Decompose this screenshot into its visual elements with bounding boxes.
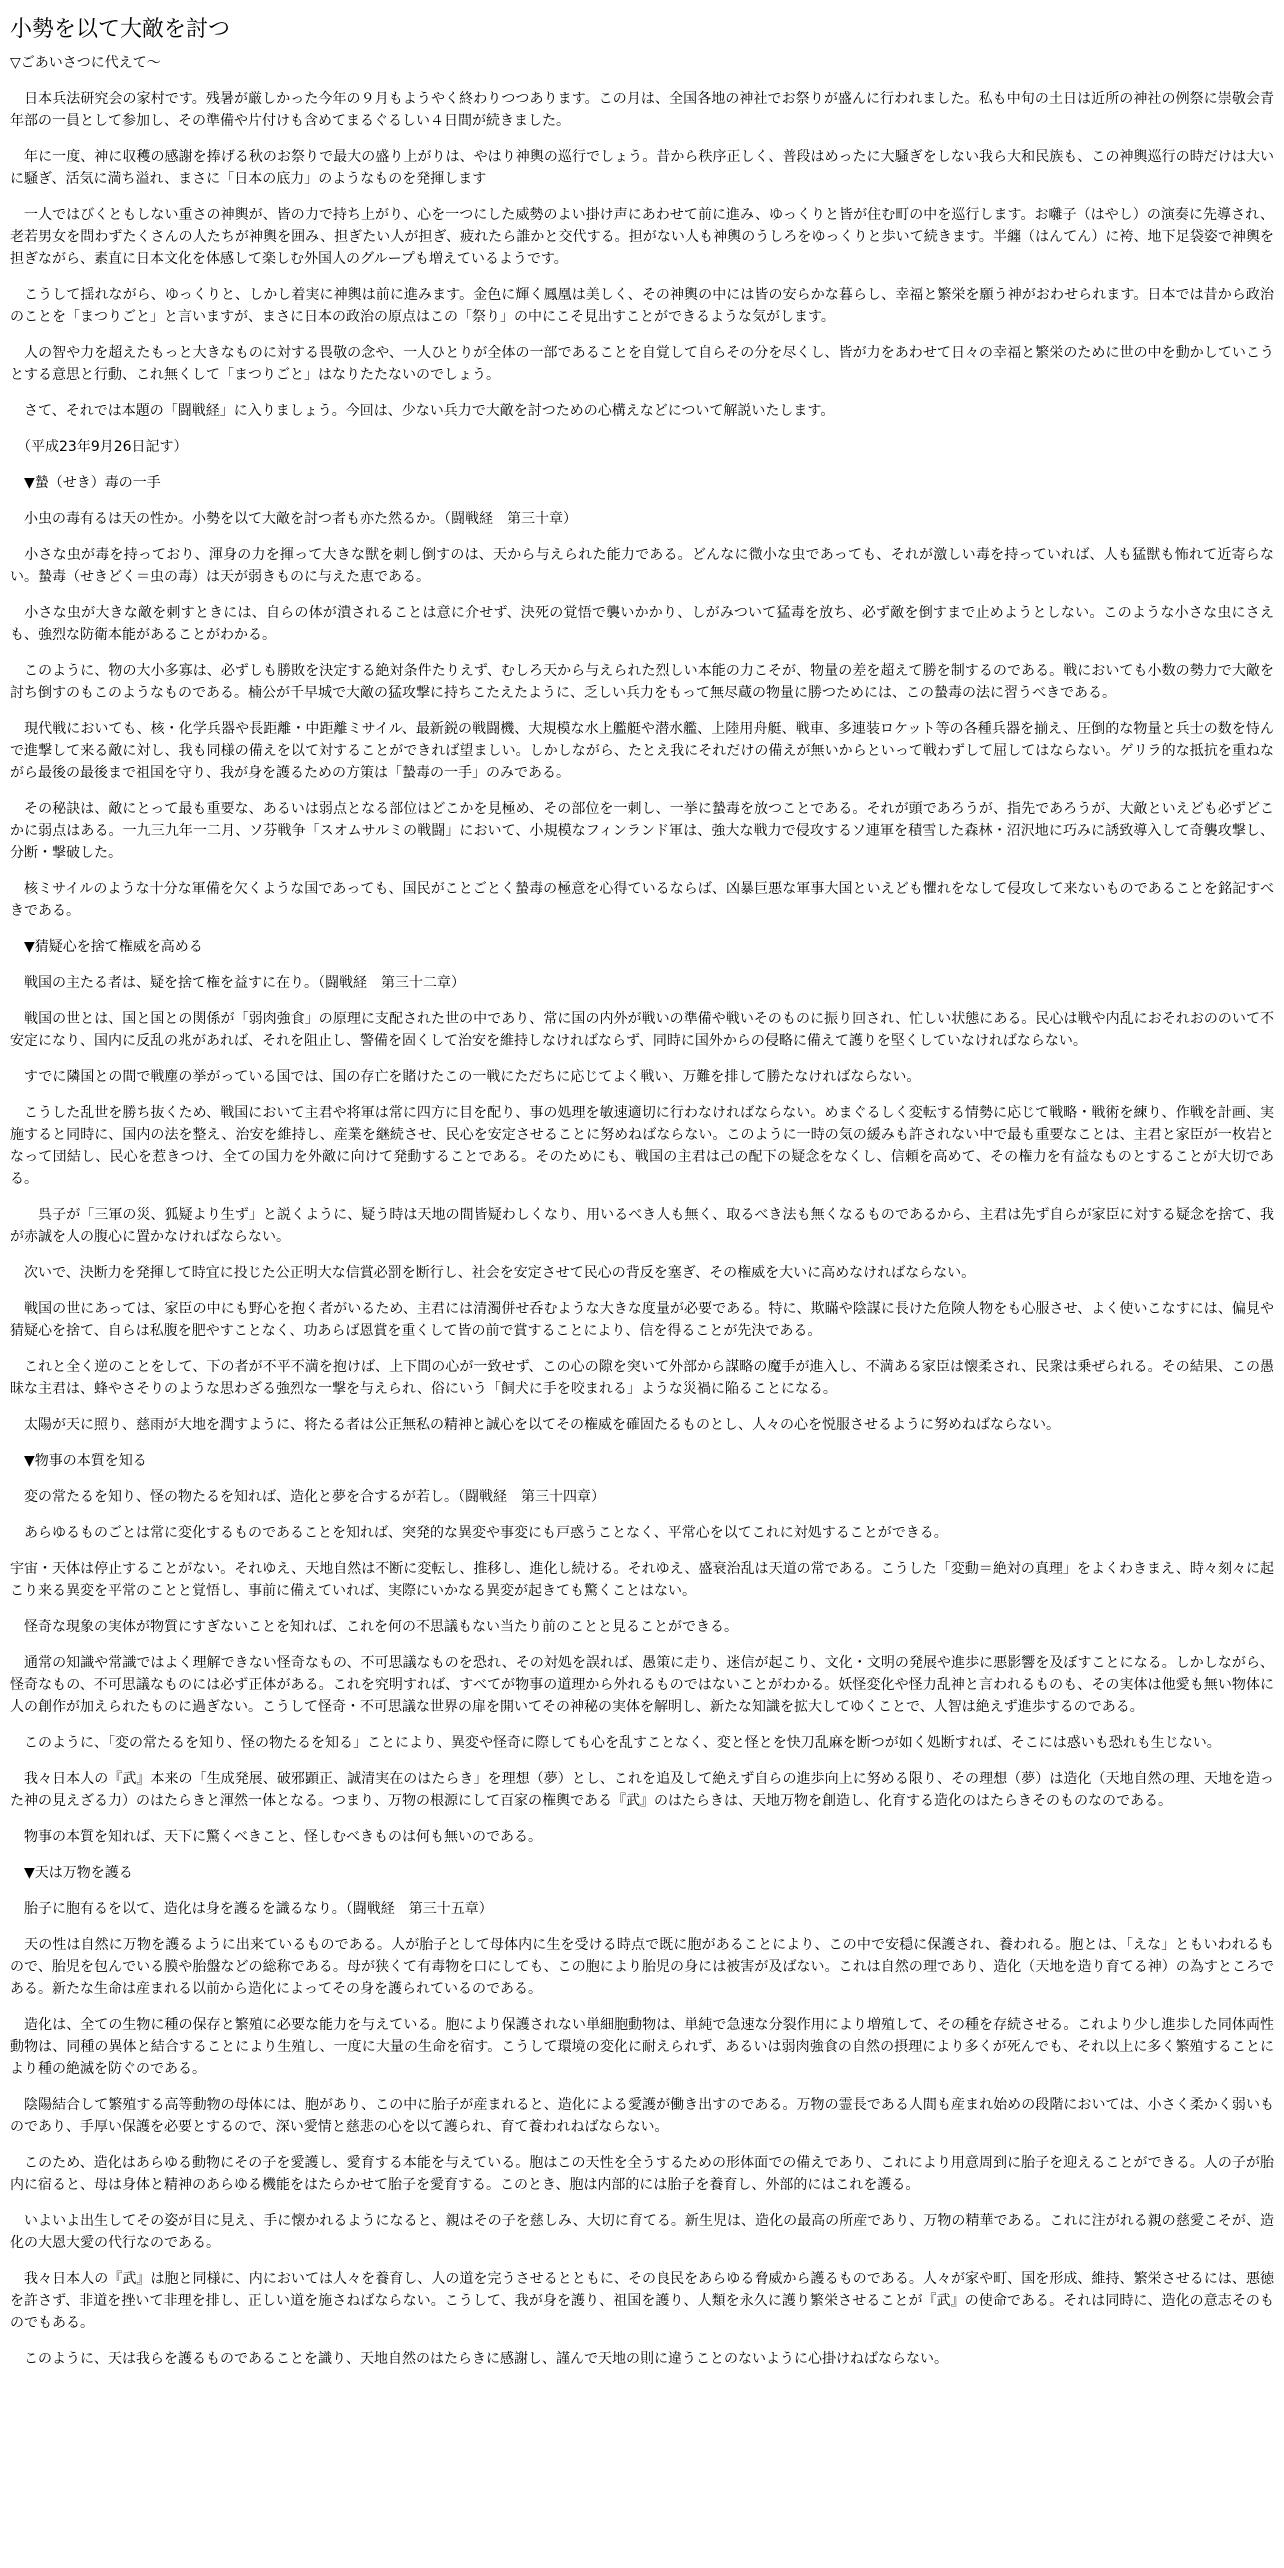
paragraph: これと全く逆のことをして、下の者が不平不満を抱けば、上下間の心が一致せず、この心の隙を突いて外部から謀略の魔手が進入し、不満ある家臣は懐柔され、民衆は乗ぜられる。その結果、この愚昧な主君は、蜂やさそりのような思わざる強烈な一撃を与えられ、俗にいう「飼犬に手を咬まれる」ような災禍に陥ることになる。 [10, 1359, 1274, 1397]
paragraph: 呉子が「三軍の災、狐疑より生ず」と説くように、疑う時は天地の間皆疑わしくなり、用いるべき人も無く、取るべき法も無くなるものであるから、主君は先ず自らが家臣に対する疑念を捨て、我が赤誠を人の腹心に置かなければならない。 [10, 1207, 1274, 1245]
page-title: 小勢を以て大敵を討つ [10, 17, 231, 42]
paragraph: 太陽が天に照り、慈雨が大地を潤すように、将たる者は公正無私の精神と誠心を以てその権威を確固たるものとし、人々の心を悦服させるように努めねばならない。 [10, 1417, 1060, 1433]
paragraph: 我々日本人の『武』は胞と同様に、内においては人々を養育し、人の道を完うさせるとともに、その良民をあらゆる脅威から護るものである。人々が家や町、国を形成、維持、繁栄させるには、悪徳を許さず、非道を挫いて非理を排し、正しい道を施さねばならない。こうして、我が身を護り、祖国を護り、人類を永久に護り繁栄させることが『武』の使命である。それは同時に、造化の意志そのものでもある。 [10, 2271, 1274, 2331]
paragraph: 人の智や力を超えたもっと大きなものに対する畏敬の念や、一人ひとりが全体の一部であることを自覚して自らその分を尽くし、皆が力をあわせて日々の幸福と繁栄のために世の中を動かしていこうとする意思と行動、これ無くして「まつりごと」はなりたたないのでしょう。 [10, 345, 1274, 383]
paragraph: 通常の知識や常識ではよく理解できない怪奇なもの、不可思議なものを恐れ、その対処を誤れば、愚策に走り、迷信が起こり、文化・文明の発展や進歩に悪影響を及ぼすことになる。しかしながら、怪奇なもの、不可思議なものには必ず正体がある。これを究明すれば、すべてが物事の道理から外れるものではないことがわかる。妖怪変化や怪力乱神と言われるものも、その実体は他愛も無い物体に人の創作が加えられたものに過ぎない。こうして怪奇・不可思議な世界の扉を開いてその神秘の実体を解明し、新たな知識を拡大してゆくことで、人智は絶えず進歩するのである。 [10, 1655, 1274, 1715]
greeting-heading: ▽ごあいさつに代えて～ [10, 55, 161, 71]
paragraph: さて、それでは本題の「闘戦経」に入りましょう。今回は、少ない兵力で大敵を討つための心構えなどについて解説いたします。 [10, 403, 835, 419]
paragraph: 我々日本人の『武』本来の「生成発展、破邪顕正、誠清実在のはたらき」を理想（夢）とし、これを追及して絶えず自らの進歩向上に努める限り、その理想（夢）は造化（天地自然の理、天地を造った神の見えざる力）のはたらきと渾然一体となる。つまり、万物の根源にして百家の権輿である『武』のはたらきは、天地万物を創造し、化育する造化のはたらきそのものなのである。 [10, 1771, 1274, 1809]
paragraph: 現代戦においても、核・化学兵器や長距離・中距離ミサイル、最新鋭の戦闘機、大規模な水上艦艇や潜水艦、上陸用舟艇、戦車、多連装ロケット等の各種兵器を揃え、圧倒的な物量と兵士の数を恃んで進撃して来る敵に対し、我も同様の備えを以て対することができれば望ましい。しかしながら、たとえ我にそれだけの備えが無いからといって戦わずして屈してはならない。ゲリラ的な抵抗を重ねながら最後の最後まで祖国を守り、我が身を護るための方策は「蟄毒の一手」のみである。 [10, 721, 1274, 781]
paragraph: 怪奇な現象の実体が物質にすぎないことを知れば、これを何の不思議もない当たり前のことと見ることができる。 [10, 1619, 738, 1635]
paragraph: 小虫の毒有るは天の性か。小勢を以て大敵を討つ者も亦た然るか。（闘戦経 第三十章） [10, 511, 577, 527]
paragraph: 戦国の主たる者は、疑を捨て権を益すに在り。（闘戦経 第三十二章） [10, 975, 465, 991]
paragraph: 年に一度、神に収穫の感謝を捧げる秋のお祭りで最大の盛り上がりは、やはり神輿の巡行でしょう。昔から秩序正しく、普段はめったに大騒ぎをしない我ら大和民族も、この神輿巡行の時だけは大いに騒ぎ、活気に満ち溢れ、まさに「日本の底力」のようなものを発揮します [10, 149, 1274, 187]
paragraph: 胎子に胞有るを以て、造化は身を護るを識るなり。（闘戦経 第三十五章） [10, 1901, 493, 1917]
paragraph: このように、「変の常たるを知り、怪の物たるを知る」ことにより、異変や怪奇に際しても心を乱すことなく、変と怪とを快刀乱麻を断つが如く処断すれば、そこには惑いも恐れも生じない。 [10, 1735, 1221, 1751]
paragraph: 戦国の世とは、国と国との関係が「弱肉強食」の原理に支配された世の中であり、常に国の内外が戦いの準備や戦いそのものに振り回され、忙しい状態にある。民心は戦や内乱におそれおののいて不安定になり、国内に反乱の兆があれば、それを阻止し、警備を固くして治安を維持しなければならず、同時に国外からの侵略に備えて護りを堅くしていなければならない。 [10, 1011, 1274, 1049]
paragraph: 日本兵法研究会の家村です。残暑が厳しかった今年の９月もようやく終わりつつあります。この月は、全国各地の神社でお祭りが盛んに行われました。私も中旬の土日は近所の神社の例祭に崇敬会青年部の一員として参加し、その準備や片付けも含めてまるぐるしい４日間が続きました。 [10, 91, 1274, 129]
paragraph: 宇宙・天体は停止することがない。それゆえ、天地自然は不断に変転し、推移し、進化し続ける。それゆえ、盛衰治乱は天道の常である。こうした「変動＝絶対の真理」をよくわきまえ、時々刻々に起こり来る異変を平常のことと覚悟し、事前に備えていれば、実際にいかなる異変が起きても驚くことはない。 [10, 1561, 1274, 1599]
paragraph: このように、物の大小多寡は、必ずしも勝敗を決定する絶対条件たりえず、むしろ天から与えられた烈しい本能の力こそが、物量の差を超えて勝を制するのである。戦においても小数の勢力で大敵を討ち倒すのもこのようなものである。楠公が千早城で大敵の猛攻撃に持ちこたえたように、乏しい兵力をもって無尽蔵の物量に勝つためには、この蟄毒の法に習うべきである。 [10, 663, 1274, 701]
paragraph: こうして揺れながら、ゆっくりと、しかし着実に神輿は前に進みます。金色に輝く鳳凰は美しく、その神輿の中には皆の安らかな暮らし、幸福と繁栄を願う神がおわせられます。日本では昔から政治のことを「まつりごと」と言いますが、まさに日本の政治の原点はこの「祭り」の中にこそ見出すことができるような気がします。 [10, 287, 1274, 325]
paragraph: 物事の本質を知れば、天下に驚くべきこと、怪しむべきものは何も無いのである。 [10, 1829, 542, 1845]
paragraph: こうした乱世を勝ち抜くため、戦国において主君や将軍は常に四方に目を配り、事の処理を敏速適切に行わなければならない。めまぐるしく変転する情勢に応じて戦略・戦術を練り、作戦を計画、実施すると同時に、国内の法を整え、治安を維持し、産業を継続させ、民心を安定させることに努めねばならない。このように一時の気の緩みも許されない中で最も重要なことは、主君と家臣が一枚岩となって団結し、民心を惹きつけ、全ての国力を外敵に向けて発動することである。そのためにも、戦国の主君は己の配下の疑念をなくし、信頼を高めて、その権力を有益なものとすることが大切である。 [10, 1105, 1274, 1187]
paragraph: ▼猜疑心を捨て権威を高める [10, 939, 203, 955]
paragraph: すでに隣国との間で戦塵の挙がっている国では、国の存亡を賭けたこの一戦にただちに応じてよく戦い、万難を排して勝たなければならない。 [10, 1069, 921, 1085]
paragraph: ▼蟄（せき）毒の一手 [10, 475, 161, 491]
paragraph: 小さな虫が大きな敵を刺すときには、自らの体が潰されることは意に介せず、決死の覚悟で襲いかかり、しがみついて猛毒を放ち、必ず敵を倒すまで止めようとしない。このような小さな虫にさえも、強烈な防衛本能があることがわかる。 [10, 605, 1274, 643]
paragraph: （平成23年9月26日記す） [10, 439, 188, 455]
paragraph: 戦国の世にあっては、家臣の中にも野心を抱く者がいるため、主君には清濁併せ呑むような大きな度量が必要である。特に、欺瞞や陰謀に長けた危険人物をも心服させ、よく使いこなすには、偏見や猜疑心を捨て、自らは私腹を肥やすことなく、功あらば恩賞を重くして皆の前で賞することにより、信を得ることが先決である。 [10, 1301, 1274, 1339]
paragraph: 造化は、全ての生物に種の保存と繁殖に必要な能力を与えている。胞により保護されない単細胞動物は、単純で急速な分裂作用により増殖して、その種を存続させる。これより少し進歩した同体両性動物は、同種の異体と結合することにより生殖し、一度に大量の生命を宿す。こうして環境の変化に耐えられず、あるいは弱肉強食の自然の摂理により多くが死んでも、それ以上に多く繁殖することにより種の絶滅を防ぐのである。 [10, 2017, 1274, 2077]
paragraph: ▼天は万物を護る [10, 1865, 133, 1881]
paragraph: その秘訣は、敵にとって最も重要な、あるいは弱点となる部位はどこかを見極め、その部位を一刺し、一挙に蟄毒を放つことである。それが頭であろうが、指先であろうが、大敵といえども必ずどこかに弱点はある。一九三九年一二月、ソ芬戦争「スオムサルミの戦闘」において、小規模なフィンランド軍は、強大な戦力で侵攻するソ連軍を積雪した森林・沼沢地に巧みに誘致導入して奇襲攻撃し、分断・撃破した。 [10, 801, 1274, 861]
paragraph: 天の性は自然に万物を護るように出来ているものである。人が胎子として母体内に生を受ける時点で既に胞があることにより、この中で安穏に保護され、養われる。胞とは、「えな」ともいわれるもので、胎児を包んでいる膜や胎盤などの総称である。母が狭くて有毒物を口にしても、この胞により胎児の身には被害が及ばない。これは自然の理であり、造化（天地を造り育てる神）の為すところである。新たな生命は産まれる以前から造化によってその身を護られているのである。 [10, 1937, 1274, 1997]
paragraph: 一人ではびくともしない重さの神輿が、皆の力で持ち上がり、心を一つにした威勢のよい掛け声にあわせて前に進み、ゆっくりと皆が住む町の中を巡行します。お囃子（はやし）の演奏に先導され、老若男女を問わずたくさんの人たちが神輿を囲み、担ぎたい人が担ぎ、疲れたら誰かと交代する。担がない人も神輿のうしろをゆっくりと歩いて続きます。半纏（はんてん）に袴、地下足袋姿で神輿を担ぎながら、素直に日本文化を体感して楽しむ外国人のグループも増えているようです。 [10, 207, 1274, 267]
paragraph: 次いで、決断力を発揮して時宜に投じた公正明大な信賞必罰を断行し、社会を安定させて民心の背反を塞ぎ、その権威を大いに高めなければならない。 [10, 1265, 976, 1281]
article-body [10, 52, 1274, 2370]
paragraph: 核ミサイルのような十分な軍備を欠くような国であっても、国民がことごとく蟄毒の極意を心得ているならば、凶暴巨悪な軍事大国といえども懼れをなして侵攻して来ないものであることを銘記すべきである。 [10, 881, 1274, 919]
paragraph: 陰陽結合して繁殖する高等動物の母体には、胞があり、この中に胎子が産まれると、造化による愛護が働き出すのである。万物の霊長である人間も産まれ始めの段階においては、小さく柔かく弱いものであり、手厚い保護を必要とするので、深い愛情と慈悲の心を以て護られ、育て養われねばならない。 [10, 2097, 1274, 2135]
paragraph: 変の常たるを知り、怪の物たるを知れば、造化と夢を合するが若し。（闘戦経 第三十四章） [10, 1489, 605, 1505]
paragraph: いよいよ出生してその姿が目に見え、手に懐かれるようになると、親はその子を慈しみ、大切に育てる。新生児は、造化の最高の所産であり、万物の精華である。これに注がれる親の慈愛こそが、造化の大恩大愛の代行なのである。 [10, 2213, 1274, 2251]
paragraph: ▼物事の本質を知る [10, 1453, 147, 1469]
paragraph: あらゆるものごとは常に変化するものであることを知れば、突発的な異変や事変にも戸惑うことなく、平常心を以てこれに対処することができる。 [10, 1525, 948, 1541]
paragraph: このため、造化はあらゆる動物にその子を愛護し、愛育する本能を与えている。胞はこの天性を全うするための形体面での備えであり、これにより用意周到に胎子を迎えることができる。人の子が胎内に宿ると、母は身体と精神のあらゆる機能をはたらかせて胎子を愛育する。このとき、胞は内部的には胎子を養育し、外部的にはこれを護る。 [10, 2155, 1274, 2193]
paragraph: このように、天は我らを護るものであることを識り、天地自然のはたらきに感謝し、謹んで天地の則に違うことのないように心掛けねばならない。 [10, 2351, 948, 2367]
paragraph: 小さな虫が毒を持っており、渾身の力を揮って大きな獣を刺し倒すのは、天から与えられた能力である。どんなに微小な虫であっても、それが激しい毒を持っていれば、人も猛獣も怖れて近寄らない。蟄毒（せきどく＝虫の毒）は天が弱きものに与えた恵である。 [10, 547, 1274, 585]
